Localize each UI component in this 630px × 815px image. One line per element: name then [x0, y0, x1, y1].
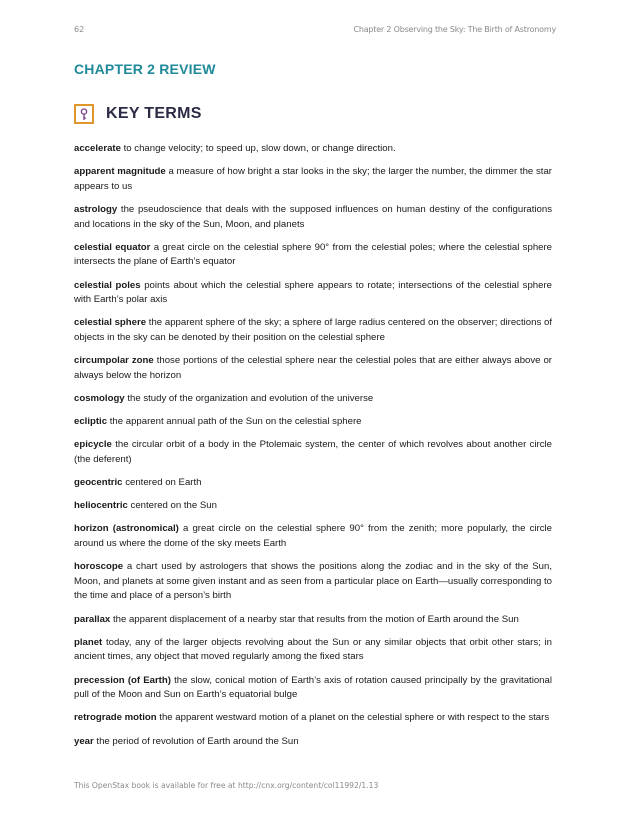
term-entry: [74, 142, 552, 157]
page-number: 62: [74, 25, 85, 34]
term-entry: [74, 636, 552, 665]
term-entry: [74, 438, 552, 467]
chapter-title: CHAPTER 2 REVIEW: [74, 61, 216, 77]
term-definition: centered on the Sun: [130, 500, 217, 512]
term-definition: centered on Earth: [125, 477, 202, 489]
term-definition: the pseudoscience that deals with the supposed influences on human destiny of the configurations and locations in the sky of the Sun, Moon, and planets: [74, 203, 553, 230]
term-definition: the apparent annual path of the Sun on the celestial sphere: [109, 416, 362, 428]
term-entry: [74, 241, 552, 270]
term-word: circumpolar zone: [74, 355, 154, 367]
term-word: accelerate: [74, 143, 121, 154]
term-entry: [74, 415, 552, 430]
term-definition: the apparent displacement of a nearby star that results from the motion of Earth around the Sun: [112, 613, 519, 625]
term-word: cosmology: [74, 392, 125, 404]
term-word: horoscope: [74, 561, 124, 573]
key-terms-list: [74, 142, 552, 758]
term-entry: [74, 354, 552, 383]
term-definition: a great circle on the celestial sphere 90° from the zenith; more popularly, the circle around us where the dome of the sky meets Earth: [74, 523, 552, 549]
term-entry: [74, 316, 552, 345]
term-entry: [74, 613, 552, 628]
term-word: retrograde motion: [74, 712, 157, 724]
term-definition: those portions of the celestial sphere near the celestial poles that are either always above or always below the horizon: [74, 355, 552, 381]
term-definition: the study of the organization and evolution of the universe: [127, 392, 374, 404]
term-definition: points about which the celestial sphere appears to rotate; intersections of the celestial sphere with Earth’s polar axis: [74, 279, 552, 306]
term-word: horizon (astronomical): [74, 523, 179, 535]
term-entry: [74, 279, 552, 308]
term-definition: today, any of the larger objects revolving about the Sun or any similar objects that orbit other stars; in ancient times, any object that moved regularly among the fixed stars: [74, 636, 552, 663]
term-definition: the circular orbit of a body in the Ptolemaic system, the center of which revolves about another circle (the deferent): [74, 439, 552, 465]
term-entry: [74, 711, 552, 726]
term-definition: a great circle on the celestial sphere 90° from the celestial poles; where the celestial sphere intersects the plane of Earth’s equator: [74, 241, 553, 268]
term-entry: [74, 392, 552, 407]
footer-note: This OpenStax book is available for free at http://cnx.org/content/col11992/1.13: [74, 781, 379, 790]
term-word: parallax: [74, 613, 111, 625]
term-entry: [74, 499, 552, 514]
running-header: Chapter 2 Observing the Sky: The Birth of Astronomy: [353, 25, 556, 34]
term-entry: [74, 674, 552, 703]
key-terms-heading: [74, 104, 202, 124]
term-word: apparent magnitude: [74, 166, 166, 178]
term-word: celestial poles: [74, 279, 141, 291]
term-definition: a chart used by astrologers that shows the positions along the zodiac and in the sky of the Sun, Moon, and planets at some given instant and as seen from a particular place on Earth—usually corresponding to the time and place of a person’s birth: [74, 561, 552, 602]
term-word: planet: [74, 636, 103, 648]
term-word: celestial sphere: [74, 317, 147, 329]
term-word: celestial equator: [74, 241, 151, 253]
term-entry: [74, 476, 552, 491]
section-title: KEY TERMS: [106, 105, 202, 122]
term-entry: [74, 735, 552, 750]
term-definition: the period of revolution of Earth around the Sun: [96, 735, 299, 747]
term-definition: a measure of how bright a star looks in the sky; the larger the number, the dimmer the star appears to us: [74, 166, 552, 192]
term-word: geocentric: [74, 477, 123, 489]
term-definition: the apparent sphere of the sky; a sphere of large radius centered on the observer; directions of objects in the sky can be denoted by their position on the celestial sphere: [74, 317, 552, 343]
term-word: ecliptic: [74, 416, 108, 428]
term-word: epicycle: [74, 439, 112, 451]
term-word: astrology: [74, 203, 118, 215]
term-entry: [74, 165, 552, 194]
term-entry: [74, 560, 552, 604]
term-word: precession (of Earth): [74, 674, 171, 686]
key-icon: [74, 104, 94, 124]
term-entry: [74, 203, 552, 232]
term-definition: the apparent westward motion of a planet on the celestial sphere or with respect to the stars: [159, 712, 550, 724]
term-definition: to change velocity; to speed up, slow down, or change direction.: [123, 143, 396, 154]
term-entry: [74, 522, 552, 551]
term-definition: the slow, conical motion of Earth’s axis of rotation caused principally by the gravitational pull of the Moon and Sun on Earth’s equatorial bulge: [74, 674, 552, 701]
term-word: heliocentric: [74, 500, 128, 512]
term-word: year: [74, 735, 94, 747]
